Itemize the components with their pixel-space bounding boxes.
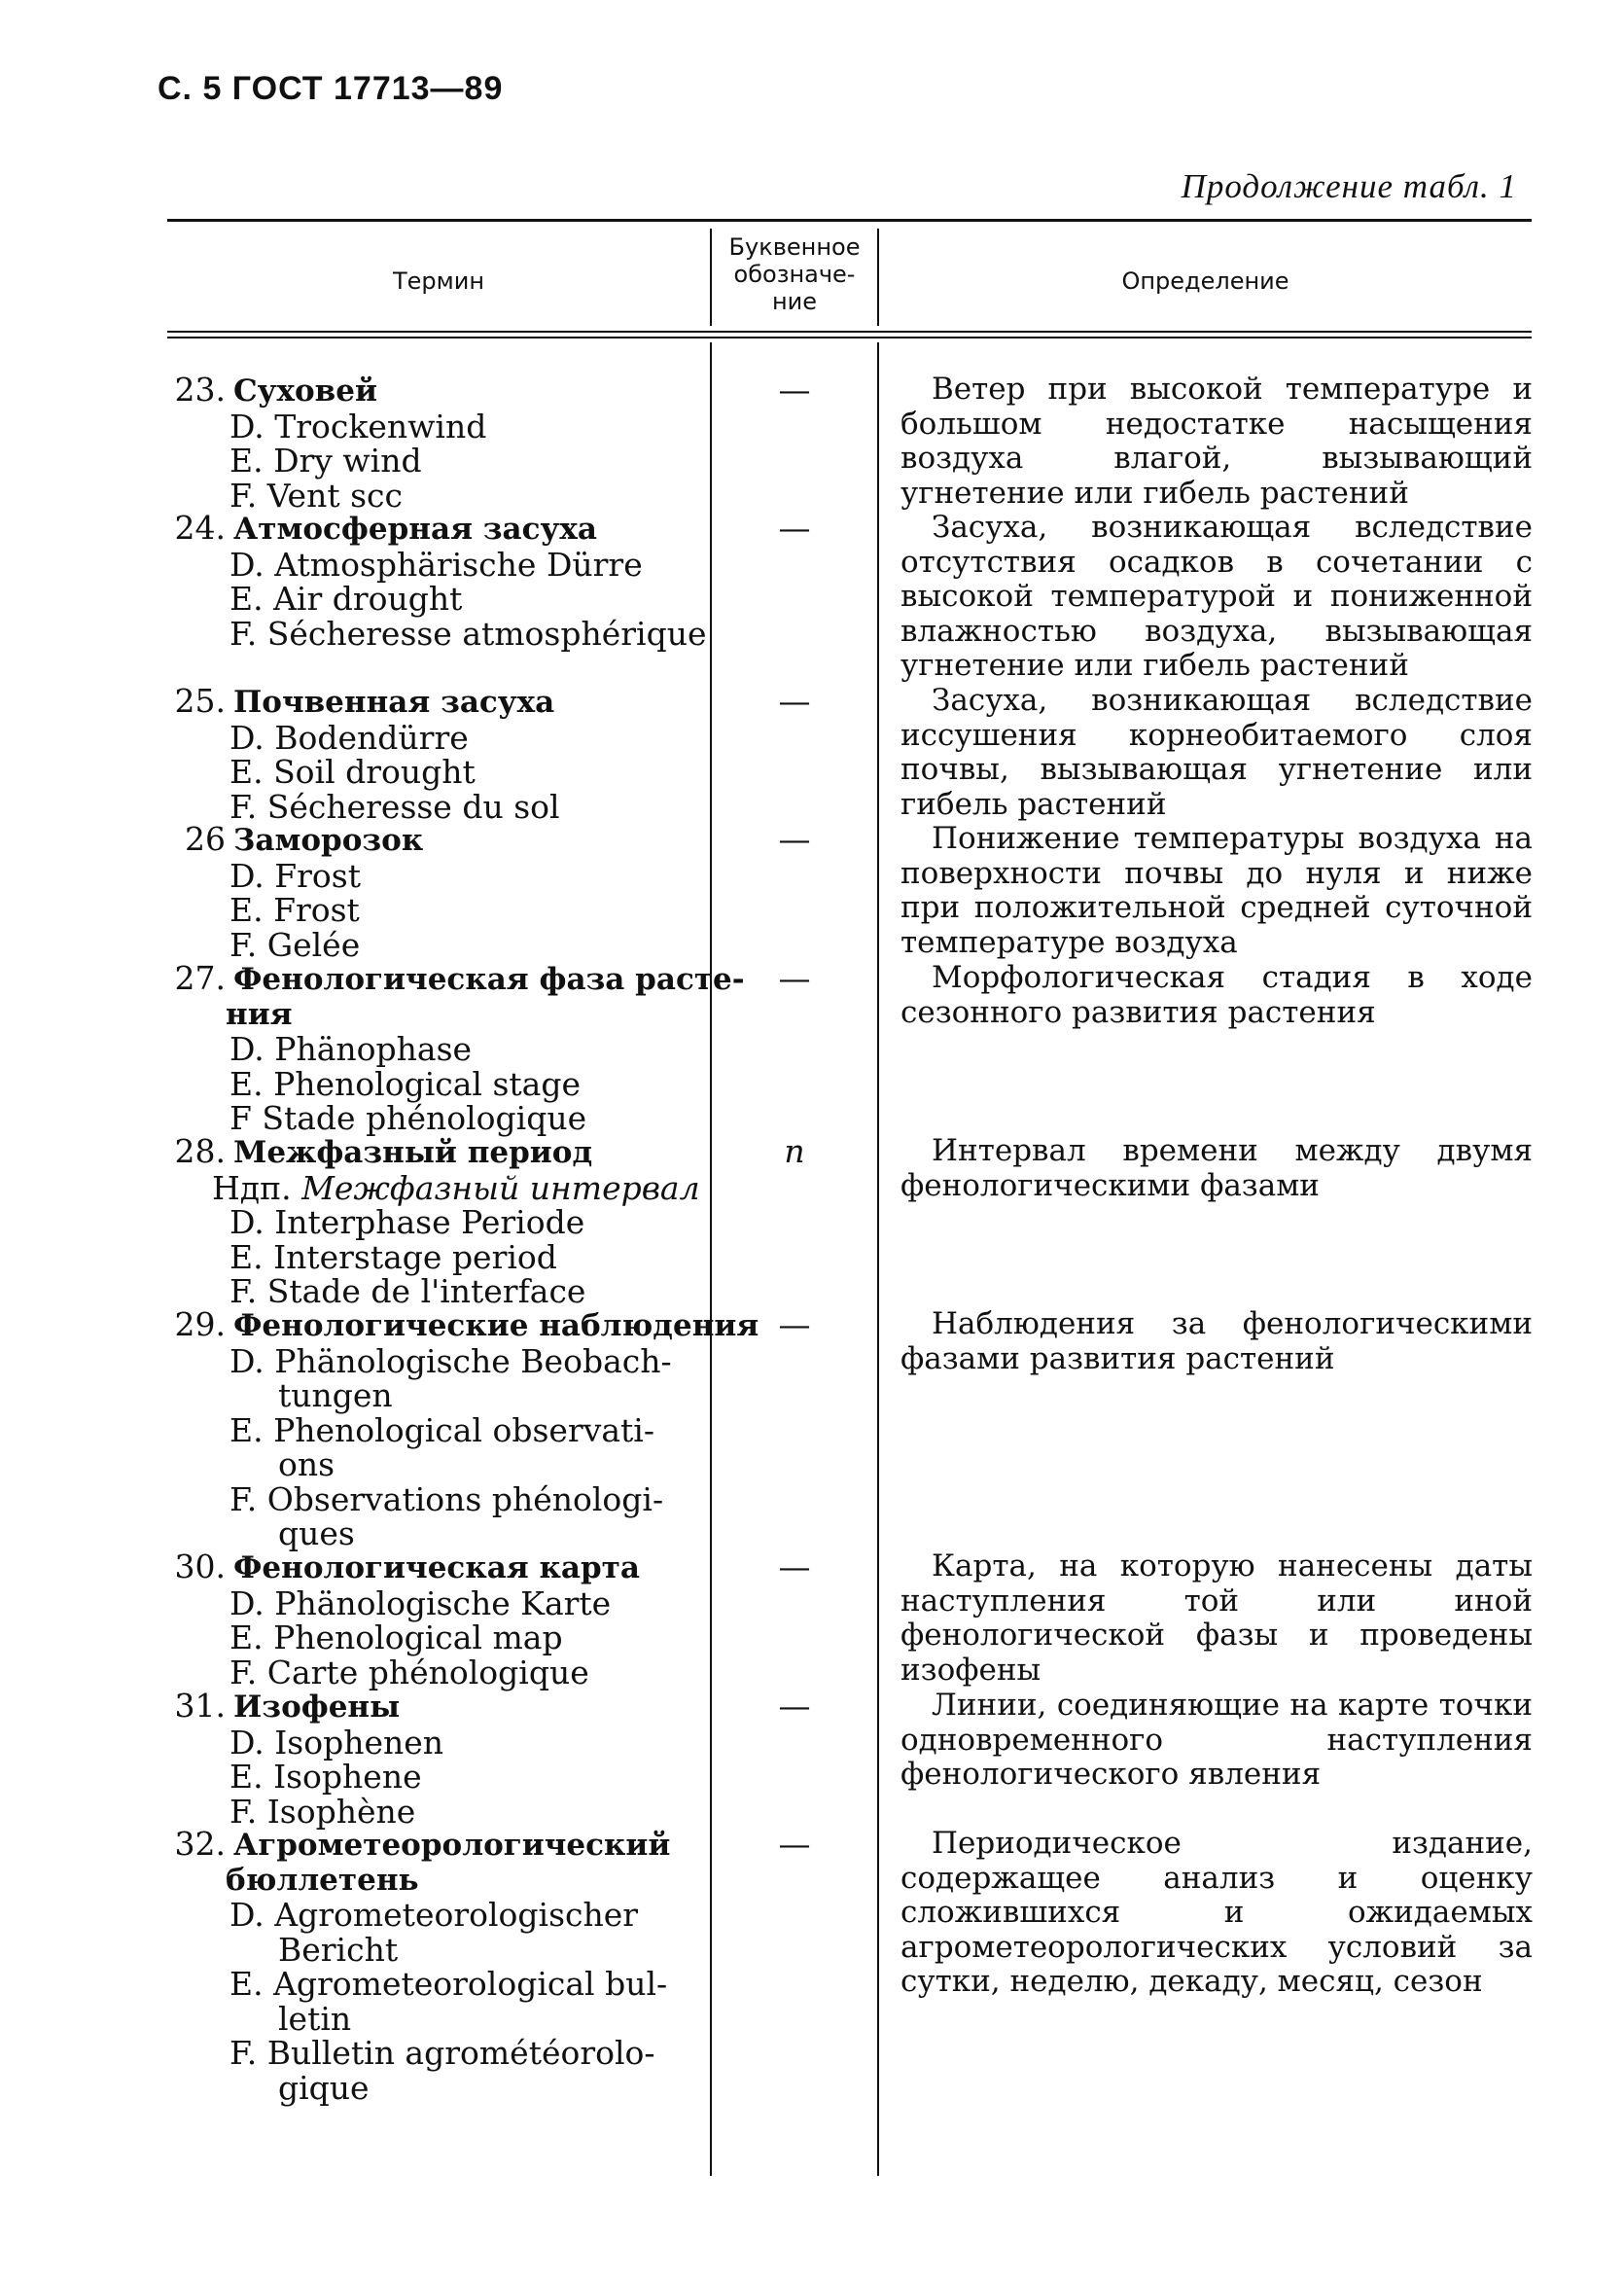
definition-cell: Засуха, возникающая вследствие иссушения корнеобитаемого слоя почвы, вызывающая угнетение или гибель растений	[900, 683, 1533, 822]
symbol-cell: —	[778, 820, 811, 858]
definition-cell: Карта, на которую нанесены даты наступления той или иной фенологической фазы и проведены изофены	[900, 1548, 1533, 1688]
table-continuation-label: Продолжение табл. 1	[1181, 167, 1517, 205]
term-cell: 23. Суховей D. Trockenwind E. Dry wind F. Vent scc	[174, 371, 487, 515]
symbol-cell: —	[778, 1305, 811, 1343]
definition-cell: Морфологическая стадия в ходе сезонного развития растения	[900, 960, 1533, 1030]
symbol-cell: —	[778, 682, 811, 720]
definition-cell: Засуха, возникающая вследствие отсутствия осадков в сочетании с высокой температурой и пониженной влажностью воздуха, вызывающая угнетение или гибель растений	[900, 510, 1533, 683]
term-cell: 32. Агрометеорологический бюллетень D. Agrometeorologischer Bericht E. Agrometeorological bul- letin F. Bulletin agrométéorolo- gique	[174, 1825, 671, 2107]
term-cell: 26 Заморозок D. Frost E. Frost F. Gelée	[185, 820, 424, 964]
term-cell: 30. Фенологическая карта D. Phänologische Karte E. Phenological map F. Carte phénologique	[174, 1548, 640, 1691]
symbol-cell: —	[778, 509, 811, 547]
term-cell: 31. Изофены D. Isophenen E. Isophene F. Isophène	[174, 1687, 444, 1831]
definition-cell: Интервал времени между двумя фенологическими фазами	[900, 1133, 1533, 1203]
column-divider	[710, 342, 712, 2176]
definition-cell: Линии, соединяющие на карте точки одновременного наступления фенологического явления	[900, 1688, 1533, 1792]
term-cell: 25. Почвенная засуха D. Bodendürre E. Soil drought F. Sécheresse du sol	[174, 682, 560, 826]
definition-cell: Наблюдения за фенологическими фазами развития растений	[900, 1306, 1533, 1376]
symbol-cell: —	[778, 959, 811, 997]
symbol-cell: —	[778, 1687, 811, 1725]
definition-cell: Ветер при высокой температуре и большом недостатке насыщения воздуха влагой, вызывающий угнетение или гибель растений	[900, 372, 1533, 511]
page-header: С. 5 ГОСТ 17713—89	[158, 70, 504, 107]
symbol-cell: —	[778, 1825, 811, 1863]
column-header-symbol: Буквенное обозначе- ние	[728, 233, 861, 315]
column-header-definition: Определение	[1121, 267, 1289, 295]
symbol-cell: —	[778, 1548, 811, 1585]
definition-cell: Понижение температуры воздуха на поверхности почвы до нуля и ниже при положительной средней суточной температуре воздуха	[900, 821, 1533, 960]
header-rule	[167, 331, 1532, 333]
term-cell: 27. Фенологическая фаза расте- ния D. Phänophase E. Phenological stage F Stade phénologique	[174, 959, 745, 1137]
term-cell: 24. Атмосферная засуха D. Atmosphärische Dürre E. Air drought F. Sécheresse atmosphérique	[174, 509, 707, 653]
table-top-rule	[167, 219, 1532, 222]
header-rule	[167, 337, 1532, 338]
symbol-cell: n	[784, 1132, 805, 1170]
definition-cell: Периодическое издание, содержащее анализ и оценку сложившихся и ожидаемых агрометеорологических условий за сутки, неделю, декаду, месяц, сезон	[900, 1826, 1533, 1999]
column-divider	[877, 342, 879, 2176]
symbol-cell: —	[778, 371, 811, 409]
non-recommended-term: Ндп. Межфазный интервал	[212, 1168, 700, 1207]
column-header-term: Термин	[392, 267, 485, 295]
term-cell: 28. Межфазный период Ндп. Межфазный интервал D. Interphase Periode E. Interstage period F. Stade de l'interface	[163, 1134, 688, 1309]
term-cell: 29. Фенологические наблюдения D. Phänologische Beobach- tungen E. Phenological observati- ons F. Observations phénologi- ques	[174, 1305, 759, 1552]
